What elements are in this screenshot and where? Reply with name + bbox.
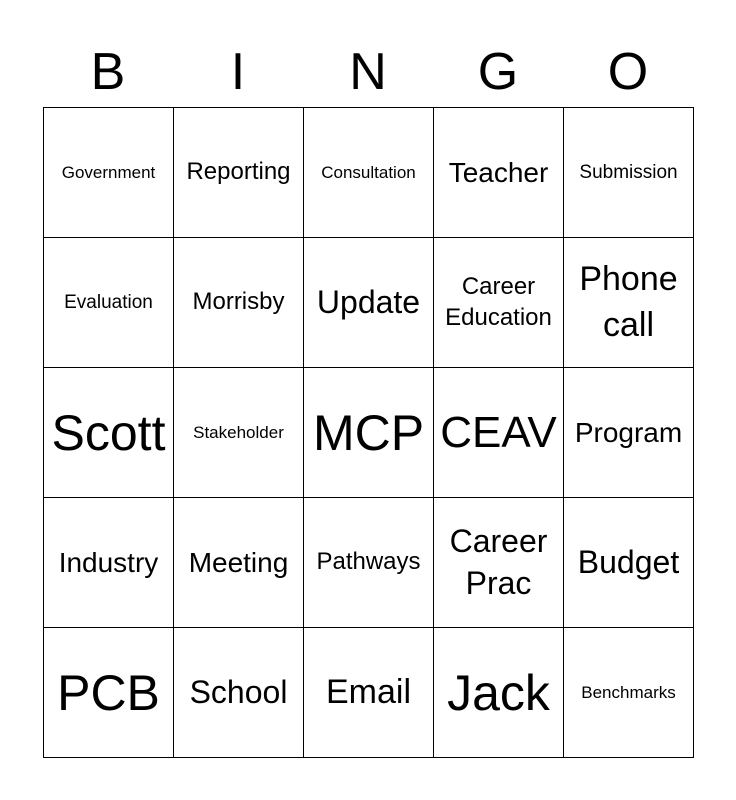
- cell-label: School: [189, 673, 288, 710]
- cell-label: Pathways: [316, 548, 421, 576]
- cell-label: Morrisby: [192, 288, 285, 316]
- bingo-cell[interactable]: [564, 498, 694, 628]
- cell-label: Update: [316, 283, 421, 320]
- header-letter-i: I: [230, 43, 246, 101]
- bingo-cell[interactable]: [434, 628, 564, 758]
- header-letter-b: B: [90, 43, 126, 101]
- bingo-cell[interactable]: [174, 238, 304, 368]
- header-letter-o: O: [607, 43, 649, 101]
- cell-label: Benchmarks: [581, 682, 676, 702]
- bingo-cell[interactable]: [174, 108, 304, 238]
- bingo-cell[interactable]: [434, 108, 564, 238]
- bingo-cell[interactable]: [44, 498, 174, 628]
- bingo-cell[interactable]: [434, 368, 564, 498]
- cell-label: Career Prac: [449, 522, 548, 601]
- cell-label: Email: [325, 673, 412, 712]
- cell-label: Teacher: [448, 156, 549, 188]
- bingo-cell[interactable]: [174, 628, 304, 758]
- cell-label: Stakeholder: [193, 422, 284, 442]
- bingo-cell[interactable]: [44, 108, 174, 238]
- bingo-cell[interactable]: [304, 368, 434, 498]
- bingo-header: [43, 36, 693, 108]
- cell-label: Phone call: [579, 259, 678, 344]
- bingo-cell[interactable]: [304, 108, 434, 238]
- bingo-cell[interactable]: [564, 108, 694, 238]
- bingo-cell[interactable]: [174, 498, 304, 628]
- cell-label: Industry: [58, 546, 159, 578]
- cell-label: Submission: [579, 161, 678, 183]
- bingo-cell[interactable]: [564, 368, 694, 498]
- bingo-cell[interactable]: [434, 498, 564, 628]
- cell-label: Scott: [51, 404, 166, 461]
- bingo-cell[interactable]: [304, 238, 434, 368]
- cell-label: Evaluation: [64, 291, 153, 313]
- bingo-cell[interactable]: [44, 368, 174, 498]
- cell-label: CEAV: [440, 407, 557, 457]
- bingo-cell[interactable]: [44, 628, 174, 758]
- cell-label: Program: [574, 416, 683, 448]
- cell-label: Budget: [577, 543, 680, 580]
- bingo-cell[interactable]: [564, 628, 694, 758]
- cell-label: Consultation: [321, 162, 416, 182]
- cell-label: Meeting: [188, 546, 289, 578]
- bingo-cell[interactable]: [564, 238, 694, 368]
- bingo-cell[interactable]: [304, 628, 434, 758]
- bingo-board: [43, 107, 694, 758]
- header-letter-g: G: [477, 43, 519, 101]
- cell-label: Reporting: [186, 158, 291, 186]
- cell-label: Career Education: [445, 272, 552, 331]
- header-letter-n: N: [349, 43, 387, 101]
- bingo-cell[interactable]: [174, 368, 304, 498]
- bingo-cell[interactable]: [44, 238, 174, 368]
- cell-label: MCP: [312, 404, 425, 461]
- bingo-cell[interactable]: [304, 498, 434, 628]
- bingo-cell[interactable]: [434, 238, 564, 368]
- cell-label: Government: [61, 162, 156, 182]
- cell-label: PCB: [57, 664, 160, 721]
- cell-label: Jack: [447, 664, 550, 721]
